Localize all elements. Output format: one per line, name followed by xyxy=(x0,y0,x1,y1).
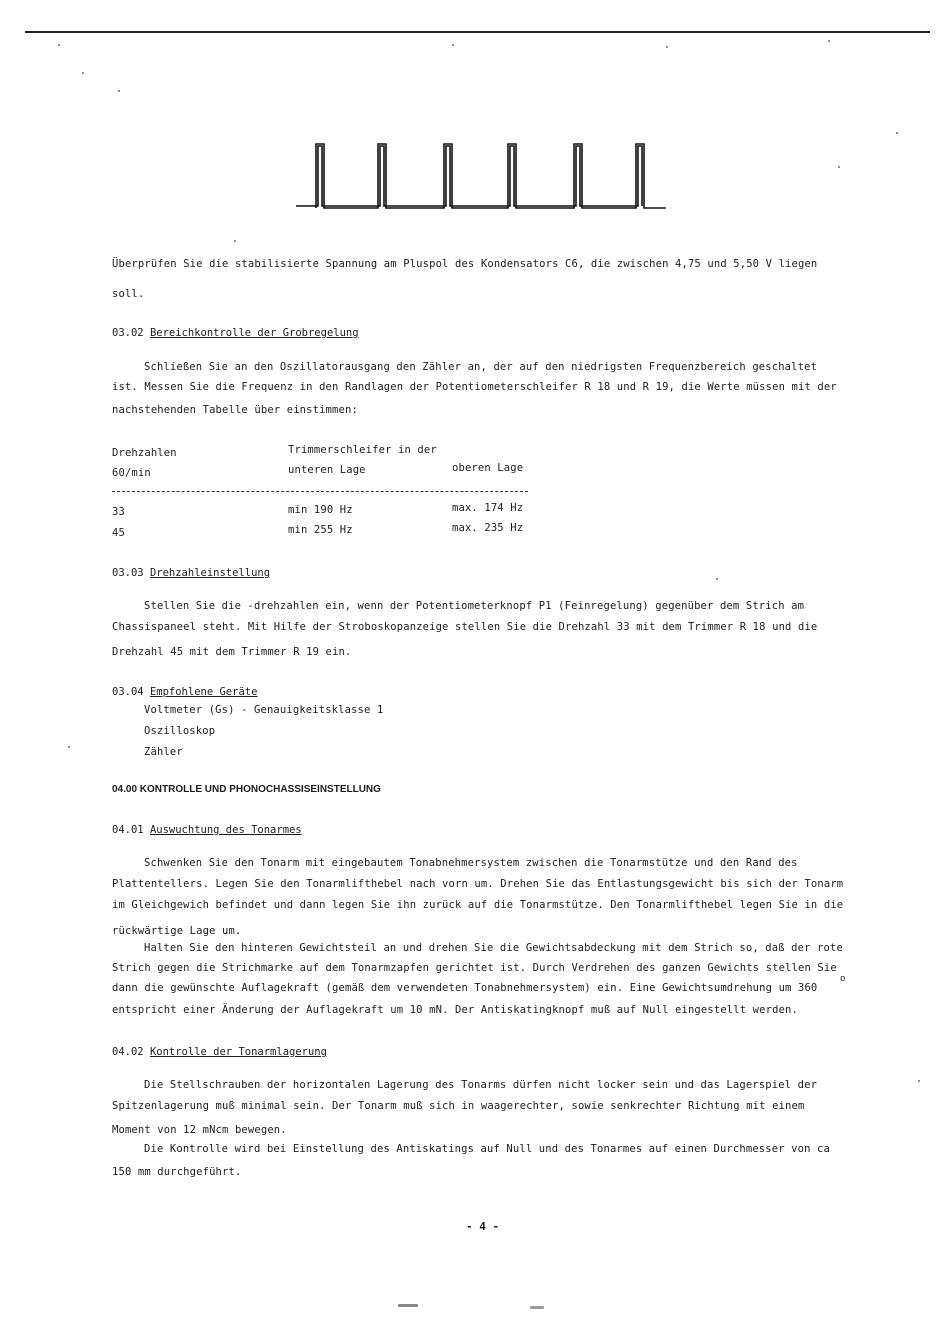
section-title: Bereichkontrolle der Grobregelung xyxy=(149,327,359,339)
paragraph-line: Drehzahl 45 mit dem Trimmer R 19 ein. xyxy=(112,646,352,658)
section-number: 04.02 xyxy=(112,1046,144,1058)
paragraph-line: Plattentellers. Legen Sie den Tonarmlifthebel nach vorn um. Drehen Sie das Entlastungsgewicht bis sich der Tonarm xyxy=(112,878,844,890)
paragraph-line: nachstehenden Tabelle über einstimmen: xyxy=(112,404,358,416)
table-header-lower: unteren Lage xyxy=(288,464,366,476)
paragraph-line: Halten Sie den hinteren Gewichtsteil an und drehen Sie die Gewichtsabdeckung mit dem Strich so, daß der rote xyxy=(144,942,843,954)
top-rule xyxy=(25,31,930,33)
scan-speck xyxy=(118,90,120,92)
intro-line: Überprüfen Sie die stabilisierte Spannung am Pluspol des Kondensators C6, die zwischen 4,75 und 5,50 V liegen xyxy=(112,258,818,270)
scan-speck xyxy=(838,166,840,168)
table-cell-upper: max. 235 Hz xyxy=(452,522,524,534)
table-cell-speed: 33 xyxy=(112,506,125,518)
table-divider xyxy=(112,491,528,492)
section-number: 03.04 xyxy=(112,686,144,698)
paragraph-line: dann die gewünschte Auflagekraft (gemäß dem verwendeten Tonabnehmersystem) ein. Eine Gewichtsumdrehung um 360 xyxy=(112,982,818,994)
section-title: Drehzahleinstellung xyxy=(149,567,271,579)
table-cell-speed: 45 xyxy=(112,527,125,539)
section-heading-0304 xyxy=(112,685,257,699)
table-cell-lower: min 190 Hz xyxy=(288,504,353,516)
scan-speck xyxy=(58,44,60,46)
section-number: 03.02 xyxy=(112,327,144,339)
intro-line: soll. xyxy=(112,288,145,300)
chapter-heading: 04.00 KONTROLLE UND PHONOCHASSISEINSTELLUNG xyxy=(112,784,381,795)
section-number: 04.01 xyxy=(112,824,144,836)
list-item: Voltmeter (Gs) - Genauigkeitsklasse 1 xyxy=(144,704,384,716)
list-item: Oszilloskop xyxy=(144,725,216,737)
paragraph-line: Moment von 12 mNcm bewegen. xyxy=(112,1124,287,1136)
pulse-waveform-diagram xyxy=(296,136,668,212)
section-title: Kontrolle der Tonarmlagerung xyxy=(149,1046,327,1058)
paragraph-line: entspricht einer Änderung der Auflagekraft um 10 mN. Der Antiskatingknopf muß auf Null eingestellt werden. xyxy=(112,1004,798,1016)
paragraph-line: Spitzenlagerung muß minimal sein. Der Tonarm muß sich in waagerechter, sowie senkrechter Richtung mit einem xyxy=(112,1100,805,1112)
scan-speck xyxy=(234,240,236,242)
table-cell-upper: max. 174 Hz xyxy=(452,502,524,514)
paragraph-line: Die Stellschrauben der horizontalen Lagerung des Tonarms dürfen nicht locker sein und das Lagerspiel der xyxy=(144,1079,818,1091)
paragraph-line: Schwenken Sie den Tonarm mit eingebautem Tonabnehmersystem zwischen die Tonarmstütze und den Rand des xyxy=(144,857,798,869)
table-header-speed: Drehzahlen xyxy=(112,447,177,459)
table-header-trimmer: Trimmerschleifer in der xyxy=(288,444,437,456)
section-heading-0303 xyxy=(112,566,270,580)
scan-speck xyxy=(716,578,718,580)
paragraph-line: 150 mm durchgeführt. xyxy=(112,1166,242,1178)
scan-speck xyxy=(68,746,70,748)
table-cell-lower: min 255 Hz xyxy=(288,524,353,536)
list-item: Zähler xyxy=(144,746,183,758)
section-title: Auswuchtung des Tonarmes xyxy=(149,824,302,836)
scan-speck xyxy=(452,44,454,46)
scan-speck xyxy=(398,1304,418,1307)
scan-speck xyxy=(82,72,84,74)
section-heading-0402 xyxy=(112,1045,327,1059)
paragraph-line: im Gleichgewich befindet und dann legen Sie ihn zurück auf die Tonarmstütze. Den Tonarmlifthebel legen Sie in die xyxy=(112,899,844,911)
paragraph-line: Strich gegen die Strichmarke auf dem Tonarmzapfen gerichtet ist. Durch Verdrehen des ganzen Gewichts stellen Sie xyxy=(112,962,837,974)
page-number: - 4 - xyxy=(466,1220,500,1233)
section-heading-0401 xyxy=(112,823,302,837)
section-number: 03.03 xyxy=(112,567,144,579)
table-header-upper: oberen Lage xyxy=(452,462,524,474)
paragraph-line: Chassispaneel steht. Mit Hilfe der Stroboskopanzeige stellen Sie die Drehzahl 33 mit dem Trimmer R 18 und die xyxy=(112,621,818,633)
scan-speck xyxy=(918,1080,920,1082)
scan-speck xyxy=(896,132,898,134)
paragraph-line: Schließen Sie an den Oszillatorausgang den Zähler an, der auf den niedrigsten Frequenzbereich geschaltet xyxy=(144,361,818,373)
paragraph-line: Die Kontrolle wird bei Einstellung des Antiskatings auf Null und des Tonarmes auf einen Durchmesser von ca xyxy=(144,1143,830,1155)
section-title: Empfohlene Geräte xyxy=(149,686,258,698)
pulse-inner xyxy=(296,146,642,206)
scan-speck xyxy=(828,40,830,42)
scan-speck xyxy=(530,1306,544,1309)
paragraph-line: ist. Messen Sie die Frequenz in den Randlagen der Potentiometerschleifer R 18 und R 19, die Werte müssen mit der xyxy=(112,381,837,393)
paragraph-line: Stellen Sie die -drehzahlen ein, wenn der Potentiometerknopf P1 (Feinregelung) gegenüber dem Strich am xyxy=(144,600,805,612)
pulse-outer xyxy=(316,144,666,208)
section-heading-0302 xyxy=(112,326,359,340)
scan-speck xyxy=(666,46,668,48)
paragraph-line: rückwärtige Lage um. xyxy=(112,925,242,937)
table-header-speed-unit: 60/min xyxy=(112,467,151,479)
degree-symbol: o xyxy=(840,974,846,984)
